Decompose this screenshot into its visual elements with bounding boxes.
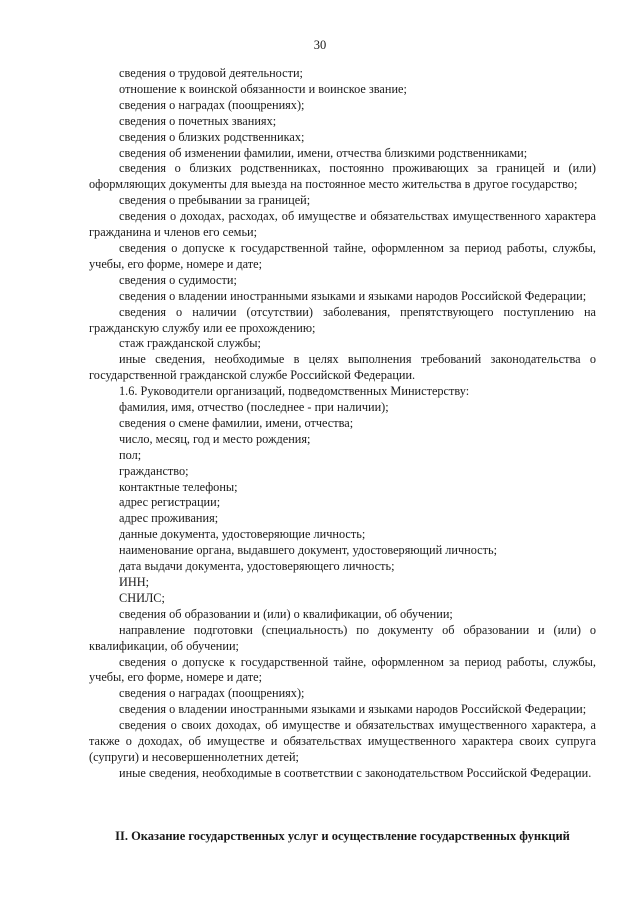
paragraph: адрес проживания; <box>119 511 219 526</box>
paragraph: наименование органа, выдавшего документ, удостоверяющий личность; <box>119 543 498 558</box>
paragraph: иные сведения, необходимые в целях выполнения требований законодательства о государственной гражданской службе Российской Федерации. <box>89 352 596 383</box>
paragraph: число, месяц, год и место рождения; <box>119 431 311 446</box>
paragraph: адрес регистрации; <box>119 495 221 510</box>
paragraph: стаж гражданской службы; <box>119 336 261 351</box>
paragraph: СНИЛС; <box>119 590 165 605</box>
paragraph: сведения о владении иностранными языками и языками народов Российской Федерации; <box>119 288 587 303</box>
paragraph: сведения о близких родственниках; <box>119 129 305 144</box>
subsection-heading: 1.6. Руководители организаций, подведомственных Министерству: <box>119 384 470 399</box>
paragraph: отношение к воинской обязанности и воинское звание; <box>119 81 407 96</box>
paragraph: фамилия, имя, отчество (последнее - при наличии); <box>119 400 389 415</box>
paragraph: сведения о допуске к государственной тайне, оформленном за период работы, службы, учебы, его форме, номере и дате; <box>89 654 596 685</box>
paragraph: данные документа, удостоверяющие личность; <box>119 527 366 542</box>
paragraph: контактные телефоны; <box>119 479 238 494</box>
paragraph: сведения о наградах (поощрениях); <box>119 686 305 701</box>
paragraph: сведения о близких родственниках, постоянно проживающих за границей и (или) оформляющих документы для выезда на постоянное место жительства в другое государство; <box>89 161 596 192</box>
paragraph: пол; <box>119 447 142 462</box>
paragraph: сведения о владении иностранными языками и языками народов Российской Федерации; <box>119 702 587 717</box>
paragraph: сведения об изменении фамилии, имени, отчества близкими родственниками; <box>119 145 528 160</box>
paragraph: сведения о доходах, расходах, об имуществе и обязательствах имущественного характера гражданина и членов его семьи; <box>89 209 596 240</box>
paragraph: сведения о наличии (отсутствии) заболевания, препятствующего поступлению на гражданскую службу или ее прохождению; <box>89 304 596 335</box>
paragraph: сведения о смене фамилии, имени, отчества; <box>119 415 354 430</box>
paragraph: сведения о своих доходах, об имуществе и обязательствах имущественного характера, а также о доходах, об имуществе и обязательствах имущественного характера своих супруга (супруги) и несовершеннолетних детей; <box>89 718 596 764</box>
document-body <box>89 66 596 782</box>
paragraph: сведения об образовании и (или) о квалификации, об обучении; <box>119 606 453 621</box>
paragraph: гражданство; <box>119 463 189 478</box>
paragraph: сведения о пребывании за границей; <box>119 193 311 208</box>
paragraph: сведения о трудовой деятельности; <box>119 66 303 80</box>
paragraph: ИНН; <box>119 575 150 589</box>
section-heading: II. Оказание государственных услуг и осуществление государственных функций <box>115 829 570 843</box>
paragraph: дата выдачи документа, удостоверяющего личность; <box>119 559 395 574</box>
paragraph: сведения о почетных званиях; <box>119 113 277 128</box>
paragraph: иные сведения, необходимые в соответствии с законодательством Российской Федерации. <box>119 765 592 780</box>
paragraph: сведения о судимости; <box>119 272 237 287</box>
paragraph: направление подготовки (специальность) по документу об образовании и (или) о квалификации, об обучении; <box>89 622 596 653</box>
paragraph: сведения о наградах (поощрениях); <box>119 97 305 112</box>
paragraph: сведения о допуске к государственной тайне, оформленном за период работы, службы, учебы, его форме, номере и дате; <box>89 240 596 271</box>
page-number: 30 <box>313 38 327 52</box>
